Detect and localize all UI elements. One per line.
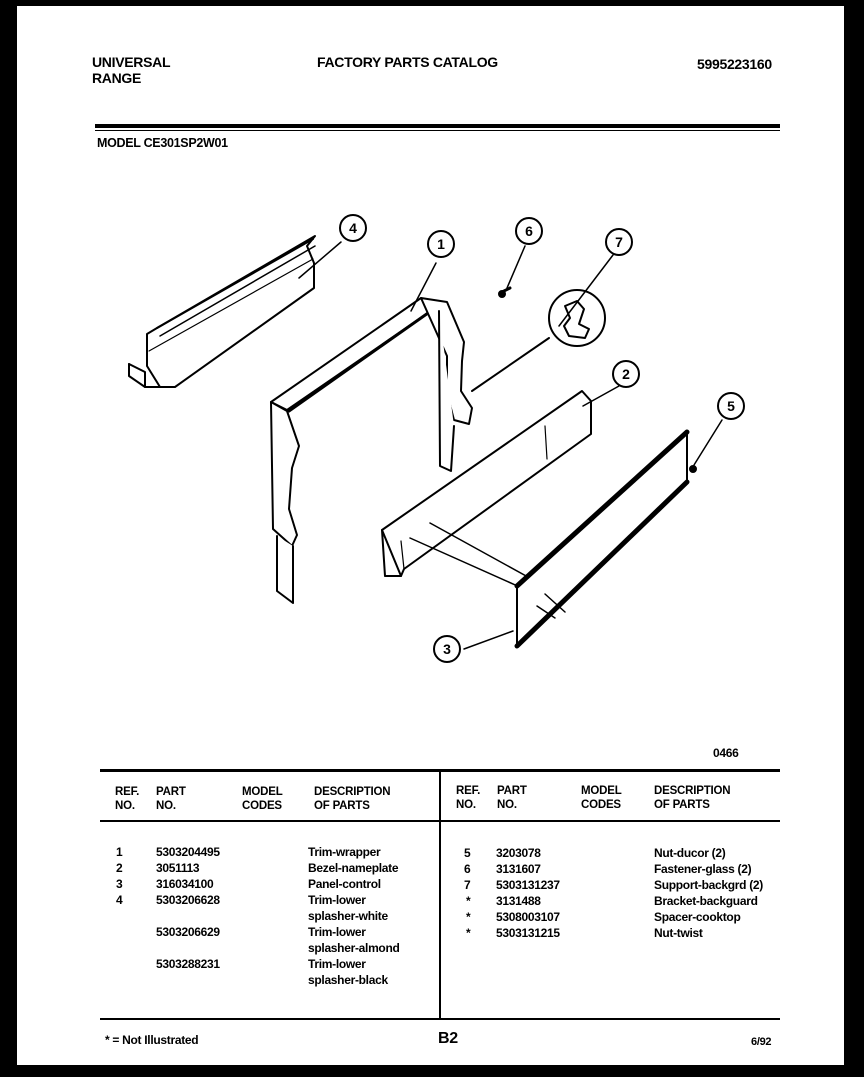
- description: Spacer-cooktop: [654, 910, 741, 924]
- page-title: FACTORY PARTS CATALOG: [317, 54, 498, 70]
- callout-4: [340, 215, 366, 241]
- drawing-number: 0466: [713, 746, 739, 760]
- page-code: B2: [438, 1030, 458, 1047]
- table-column-divider: [439, 772, 441, 1018]
- ref-no: *: [466, 926, 471, 940]
- description: Fastener-glass (2): [654, 862, 752, 876]
- description: Trim-lower splasher-white: [308, 893, 388, 923]
- part-no: 5303204495: [156, 845, 220, 859]
- not-illustrated-legend: * = Not Illustrated: [105, 1033, 199, 1047]
- description: Bracket-backguard: [654, 894, 758, 908]
- ref-no: 6: [464, 862, 471, 876]
- svg-text:1: 1: [437, 236, 445, 252]
- part-7-support-backgrd-detail: [472, 290, 605, 391]
- ref-no: 4: [116, 893, 123, 907]
- header-model-codes: MODEL CODES: [242, 786, 283, 812]
- part-6-fastener-glass: [499, 288, 510, 297]
- ref-no: 5: [464, 846, 471, 860]
- part-no: 5303206628: [156, 893, 220, 907]
- svg-text:3: 3: [443, 641, 451, 657]
- ref-no: *: [466, 894, 471, 908]
- header-description-right: DESCRIPTION OF PARTS: [654, 785, 731, 811]
- callout-5: [718, 393, 744, 419]
- catalog-number: 5995223160: [697, 56, 772, 72]
- header-part-no: PART NO.: [156, 786, 186, 812]
- part-no: 3131607: [496, 862, 541, 876]
- svg-text:4: 4: [349, 220, 357, 236]
- callout-3: [434, 636, 460, 662]
- description: Nut-twist: [654, 926, 703, 940]
- ref-no: *: [466, 910, 471, 924]
- brand-line-2: RANGE: [92, 70, 142, 86]
- callout-1: [428, 231, 454, 257]
- description: Trim-wrapper: [308, 845, 381, 859]
- description: Trim-lower splasher-almond: [308, 925, 400, 955]
- part-no: 316034100: [156, 877, 214, 891]
- ref-no: 3: [116, 877, 123, 891]
- callout-2: [613, 361, 639, 387]
- brand-line-1: UNIVERSAL: [92, 54, 171, 70]
- catalog-page: [17, 6, 844, 1065]
- table-bottom-rule: [100, 1018, 780, 1020]
- description: Panel-control: [308, 877, 381, 891]
- svg-text:7: 7: [615, 234, 623, 250]
- description: Bezel-nameplate: [308, 861, 399, 875]
- part-no: 5303131215: [496, 926, 560, 940]
- exploded-parts-diagram: [17, 6, 844, 736]
- svg-text:2: 2: [622, 366, 630, 382]
- part-no: 5303131237: [496, 878, 560, 892]
- header-part-no-right: PART NO.: [497, 785, 527, 811]
- header-ref-no-right: REF. NO.: [456, 785, 481, 811]
- publication-date: 6/92: [751, 1036, 772, 1048]
- part-no: 3131488: [496, 894, 541, 908]
- part-5-nut-ducor: [690, 466, 696, 472]
- callout-6: [516, 218, 542, 244]
- description: Nut-ducor (2): [654, 846, 726, 860]
- part-no: 5303288231: [156, 957, 220, 971]
- description: Support-backgrd (2): [654, 878, 763, 892]
- header-ref-no: REF. NO.: [115, 786, 140, 812]
- part-no: 3051113: [156, 861, 200, 875]
- ref-no: 1: [116, 845, 123, 859]
- header-model-codes-right: MODEL CODES: [581, 785, 622, 811]
- ref-no: 7: [464, 878, 471, 892]
- model-label: MODEL CE301SP2W01: [97, 136, 228, 150]
- header-description: DESCRIPTION OF PARTS: [314, 786, 391, 812]
- part-no: 5308003107: [496, 910, 560, 924]
- svg-text:6: 6: [525, 223, 533, 239]
- part-4-trim-lower-splasher: [129, 236, 315, 387]
- svg-text:5: 5: [727, 398, 735, 414]
- description: Trim-lower splasher-black: [308, 957, 388, 987]
- ref-no: 2: [116, 861, 123, 875]
- callout-7: [606, 229, 632, 255]
- part-no: 5303206629: [156, 925, 220, 939]
- part-1-trim-wrapper: [271, 298, 472, 603]
- part-no: 3203078: [496, 846, 541, 860]
